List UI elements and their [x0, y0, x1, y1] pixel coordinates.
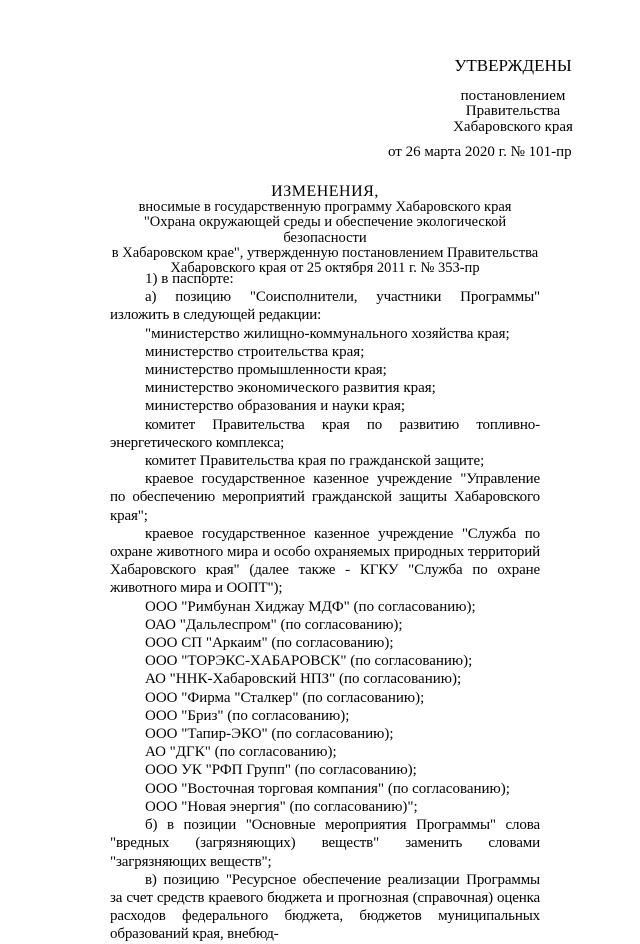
list-item: комитет Правительства края по развитию топливно-энергетического комплекса;: [110, 416, 540, 451]
approval-heading: УТВЕРЖДЕНЫ: [454, 56, 572, 75]
approval-line-1: постановлением: [460, 87, 566, 104]
list-item: министерство экономического развития края;: [145, 380, 436, 397]
document-title: [110, 184, 540, 276]
title-line-1: вносимые в государственную программу Хабаровского края: [138, 199, 512, 216]
list-item: ООО "Бриз" (по согласованию);: [145, 707, 350, 724]
title-line-2: "Охрана окружающей среды и обеспечение экологической безопасности: [143, 214, 507, 246]
list-item: краевое государственное казенное учреждение "Служба по охране животного мира и особо охраняемых природных территорий Хабаровского края" (далее также - КГКУ "Служба по охране животного мира и ООПТ");: [110, 525, 540, 597]
list-item: ООО "Тапир-ЭКО" (по согласованию);: [145, 726, 394, 743]
paragraph-v: в) позицию "Ресурсное обеспечение реализации Программы за счет средств краевого бюджета и прогнозная (справочная) оценка расходов федерального бюджета, бюджетов муниципальных образований края, внебюд-: [110, 871, 540, 943]
paragraph-a: а) позицию "Соисполнители, участники Программы" изложить в следующей редакции:: [110, 289, 540, 324]
approval-block: [388, 58, 638, 161]
paragraph-b: б) в позиции "Основные мероприятия Программы" слова "вредных (загрязняющих) веществ" заменить словами "загрязняющих веществ";: [110, 817, 540, 870]
paragraph-passport: 1) в паспорте:: [145, 271, 234, 287]
list-item: АО "ННК-Хабаровский НПЗ" (по согласованию);: [145, 671, 462, 688]
list-item: ООО УК "РФП Групп" (по согласованию);: [145, 762, 417, 779]
list-item: комитет Правительства края по гражданской защите;: [145, 453, 485, 470]
list-item: ООО "Восточная торговая компания" (по согласованию);: [145, 780, 510, 797]
list-item: АО "ДГК" (по согласованию);: [145, 744, 337, 761]
list-item: ООО "Римбунан Хиджау МДФ" (по согласованию);: [145, 598, 476, 615]
document-body: [110, 270, 540, 944]
title-line-4: Хабаровского края от 25 октября 2011 г. № 353-пр: [170, 260, 480, 277]
list-item: министерство образования и науки края;: [145, 398, 406, 415]
list-item: краевое государственное казенное учреждение "Управление по обеспечению мероприятий гражданской защиты Хабаровского края";: [110, 471, 540, 524]
title-heading: ИЗМЕНЕНИЯ,: [271, 183, 379, 200]
list-item: ООО "ТОРЭКС-ХАБАРОВСК" (по согласованию);: [145, 653, 473, 670]
list-item: ООО "Новая энергия" (по согласованию)";: [145, 798, 418, 815]
list-item: министерство строительства края;: [145, 343, 365, 360]
approval-line-3: Хабаровского края: [453, 118, 573, 135]
title-line-3: в Хабаровском крае", утвержденную постановлением Правительства: [111, 244, 539, 261]
list-item: ООО "Фирма "Сталкер" (по согласованию);: [145, 689, 425, 706]
list-item: министерство промышленности края;: [145, 362, 387, 379]
approval-line-2: Правительства: [465, 103, 561, 119]
list-item: "министерство жилищно-коммунального хозяйства края;: [145, 325, 510, 342]
approval-date: от 26 марта 2020 г. № 101-пр: [388, 144, 572, 160]
list-item: ОАО "Дальлеспром" (по согласованию);: [145, 616, 403, 633]
list-item: ООО СП "Аркаим" (по согласованию);: [145, 635, 394, 652]
